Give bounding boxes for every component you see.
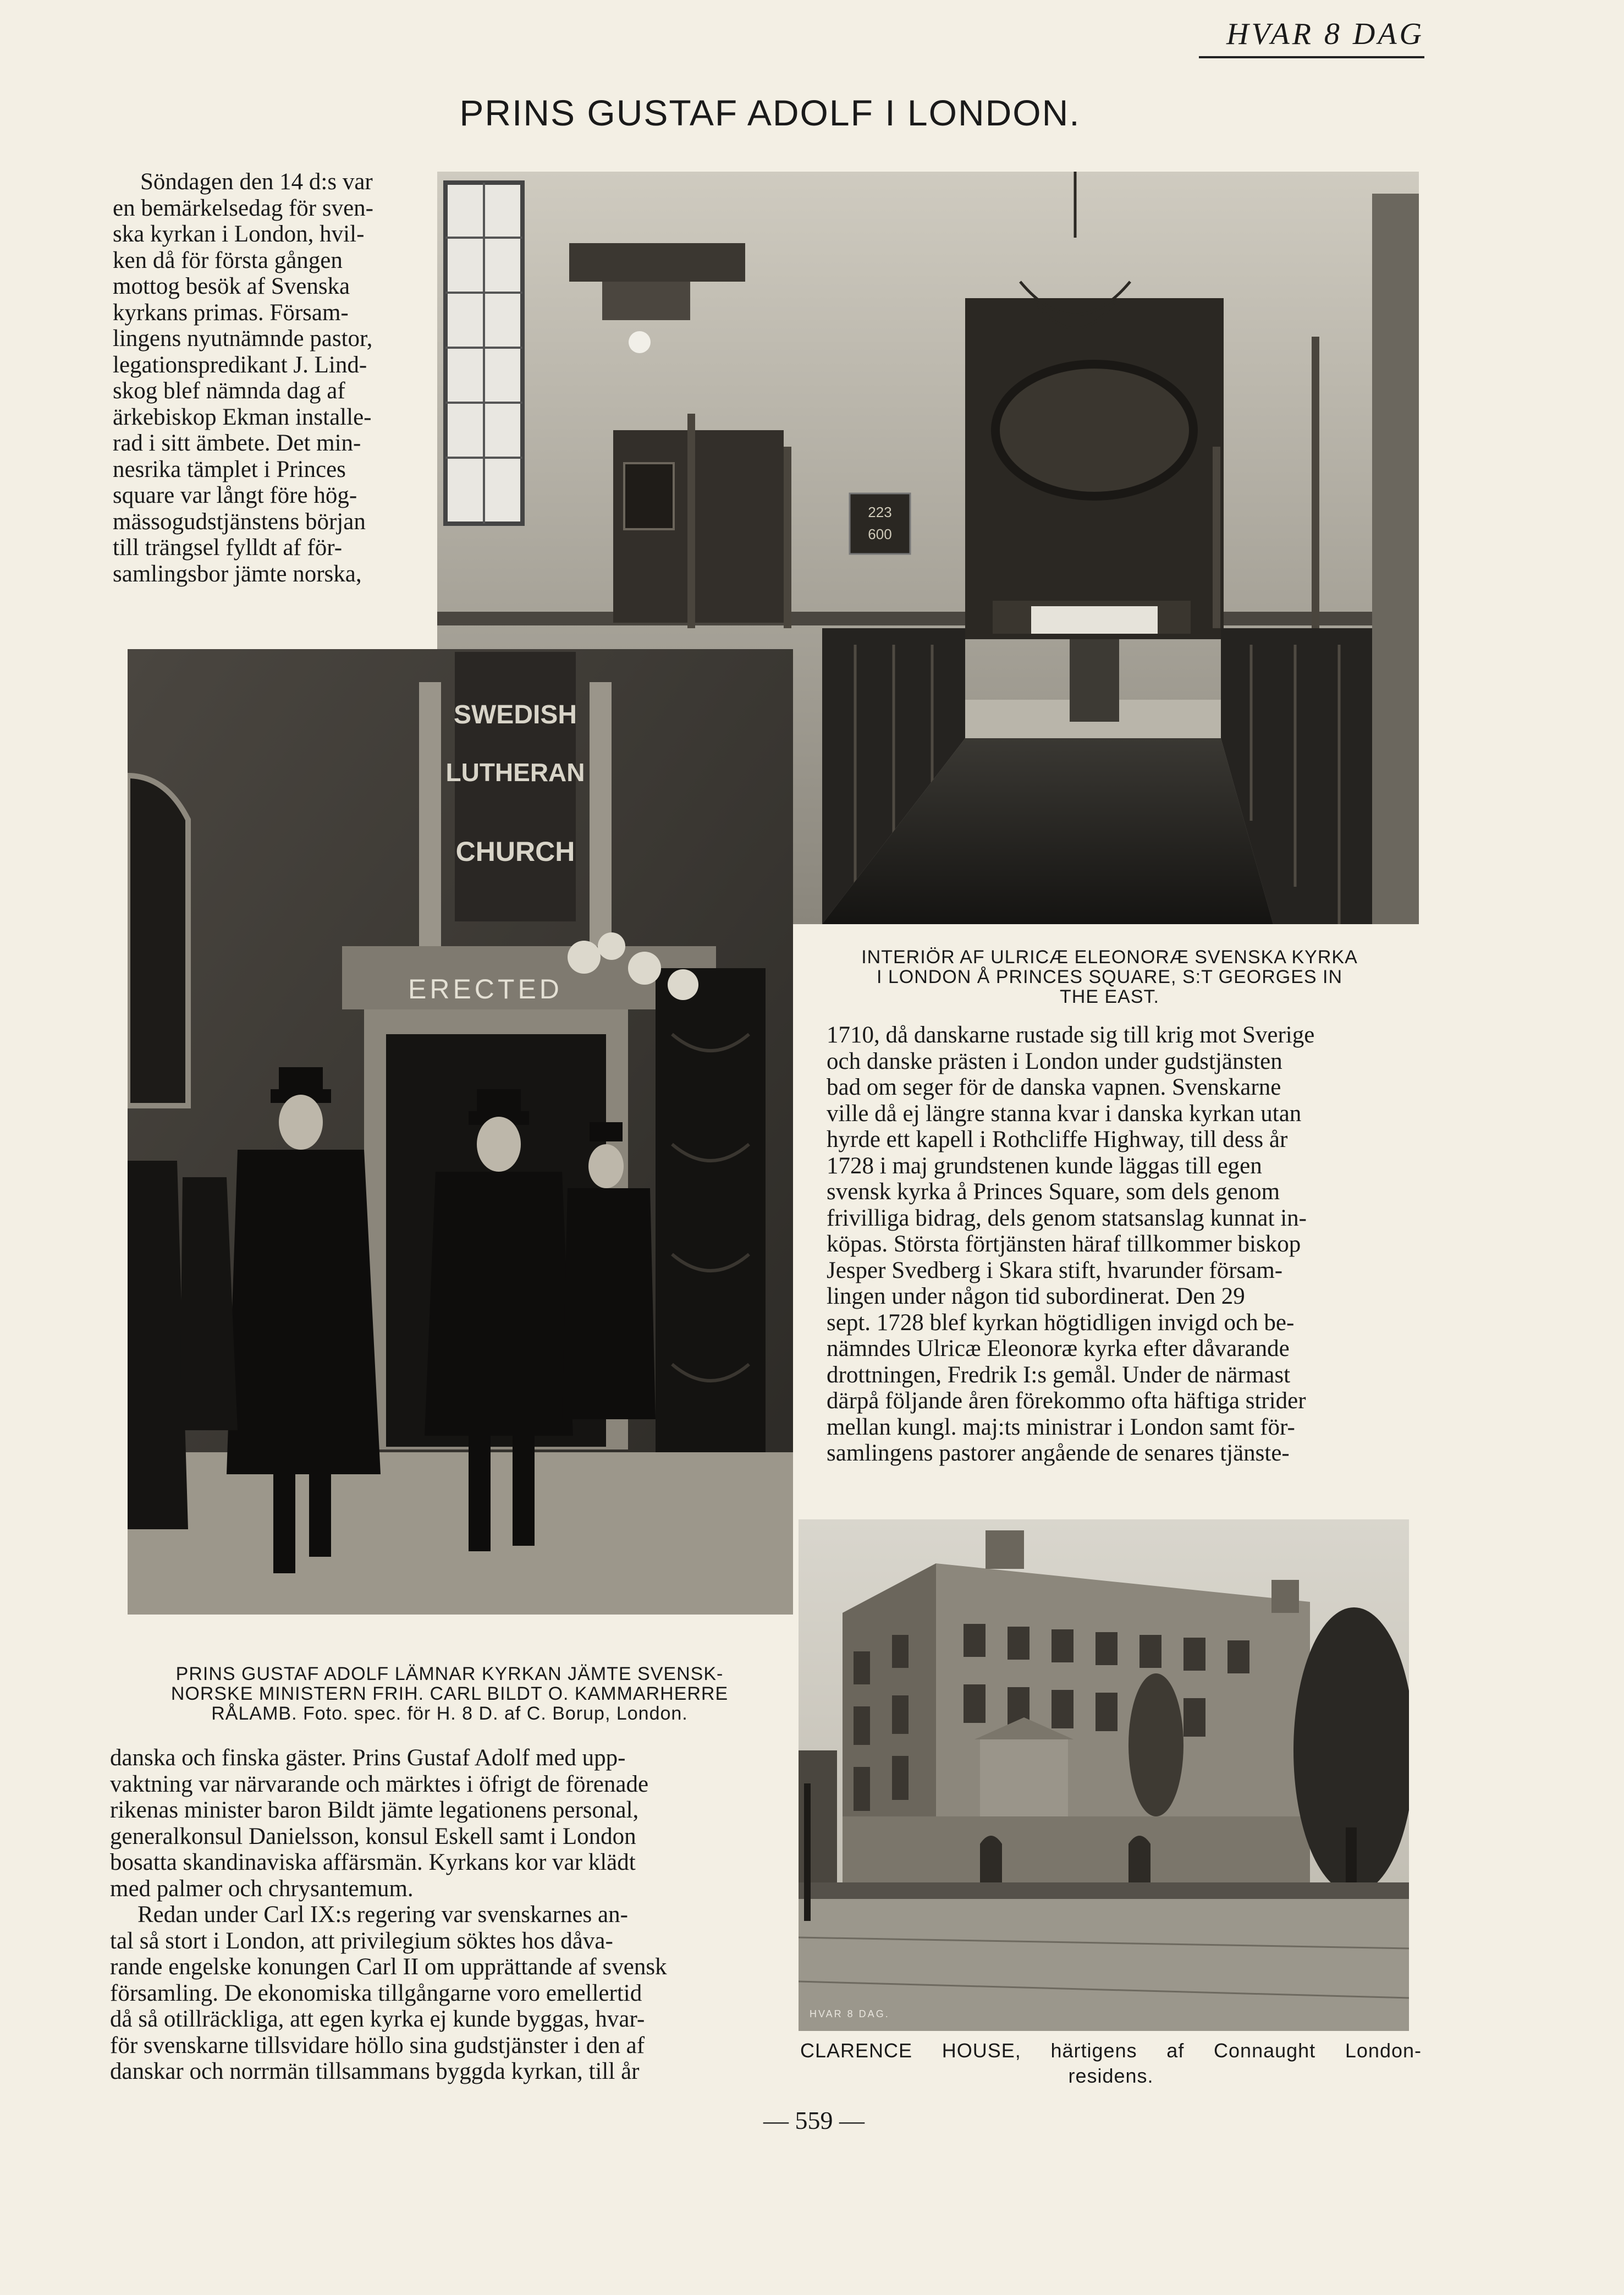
church-exit-caption-line: NORSKE MINISTERN FRIH. CARL BILDT O. KAMMARHERRE: [170, 1683, 729, 1704]
body-line: ville då ej längre stanna kvar i danska kyrkan utan: [827, 1100, 1302, 1127]
body-line: därpå följande åren förekommo ofta häftiga strider: [827, 1388, 1306, 1414]
church-sign-line: LUTHERAN: [445, 758, 585, 787]
intro-line: kyrkans primas. Försam-: [113, 299, 349, 326]
clarence-caption: [800, 2038, 1422, 2089]
intro-line: samlingsbor jämte norska,: [113, 561, 362, 587]
interior-caption-line: INTERIÖR AF ULRICÆ ELEONORÆ SVENSKA KYRKA: [861, 947, 1358, 968]
body-line: svensk kyrka å Princes Square, som dels genom: [827, 1179, 1280, 1205]
interior-caption-line: I LONDON Å PRINCES SQUARE, S:T GEORGES IN: [876, 967, 1343, 987]
clarence-caption-line: residens.: [1068, 2065, 1154, 2087]
body-line: rikenas minister baron Bildt jämte legationens personal,: [110, 1797, 639, 1823]
body-line: sept. 1728 blef kyrkan högtidligen invigd och be-: [827, 1309, 1295, 1336]
lintel-inscription: ERECTED: [408, 974, 563, 1004]
intro-line: mottog besök af Svenska: [113, 273, 350, 299]
body-line: köpas. Största förtjänsten häraf tillkommer biskop: [827, 1231, 1301, 1257]
right-text-column: [827, 1022, 1419, 1467]
intro-line: en bemärkelsedag för sven-: [113, 195, 373, 221]
article-title: PRINS GUSTAF ADOLF I LONDON.: [459, 92, 1081, 133]
intro-line: square var långt före hög-: [113, 482, 357, 508]
body-line: bad om seger för de danska vapnen. Svenskarne: [827, 1074, 1281, 1100]
body-line: Redan under Carl IX:s regering var svenskarnes an-: [137, 1902, 628, 1928]
body-line: och danske prästen i London under gudstjänsten: [827, 1048, 1282, 1074]
church-exit-caption-line: RÅLAMB. Foto. spec. för H. 8 D. af C. Borup, London.: [211, 1703, 688, 1724]
magazine-header: HVAR 8 DAG: [1199, 12, 1424, 58]
body-line: hyrde ett kapell i Rothcliffe Highway, till dess år: [827, 1127, 1288, 1152]
church-exit-caption: [107, 1664, 792, 1723]
body-line: frivilliga bidrag, dels genom statsanslag kunnat in-: [827, 1205, 1307, 1231]
interior-caption-line: THE EAST.: [1060, 986, 1159, 1007]
body-line: bosatta skandinaviska affärsmän. Kyrkans kor var klädt: [110, 1849, 636, 1875]
body-line: församling. De ekonomiska tillgångarne voro emellertid: [110, 1980, 642, 2006]
body-line: med palmer och chrysantemum.: [110, 1875, 414, 1902]
hymn-board-number: 223: [868, 504, 892, 520]
body-line: 1710, då danskarne rustade sig till krig mot Sverige: [827, 1022, 1315, 1048]
body-line: Jesper Svedberg i Skara stift, hvarunder försam-: [827, 1257, 1283, 1283]
intro-line: till trängsel fylldt af för-: [113, 535, 343, 561]
intro-line: skog blef nämnda dag af: [113, 378, 345, 404]
intro-line: legationspredikant J. Lind-: [113, 352, 367, 378]
clarence-caption-line: CLARENCE HOUSE, härtigens af Connaught London-: [800, 2039, 1422, 2062]
body-line: generalkonsul Danielsson, konsul Eskell samt i London: [110, 1823, 636, 1849]
intro-line: nesrika tämplet i Princes: [113, 456, 346, 482]
interior-caption: [797, 947, 1422, 1007]
body-line: rande engelske konungen Carl II om upprättande af svensk: [110, 1954, 667, 1980]
church-sign-line: CHURCH: [455, 836, 575, 867]
intro-line: ärkebiskop Ekman installe-: [113, 404, 372, 430]
body-line: då så otillräckliga, att egen kyrka ej kunde byggas, hvar-: [110, 2006, 645, 2032]
church-sign-line: SWEDISH: [453, 700, 577, 729]
left-text-column: [110, 1745, 777, 2085]
hymn-board-number: 600: [868, 526, 892, 542]
church-exit-illustration: [128, 649, 793, 1615]
intro-line: mässogudstjänstens början: [113, 508, 366, 535]
body-line: lingen under någon tid subordinerat. Den 29: [827, 1283, 1245, 1309]
body-line: tal så stort i London, att privilegium söktes hos dåva-: [110, 1928, 613, 1954]
body-line: vaktning var närvarande och märktes i öfrigt de förenade: [110, 1771, 649, 1797]
church-exit-caption-line: PRINS GUSTAF ADOLF LÄMNAR KYRKAN JÄMTE SVENSK-: [175, 1663, 724, 1684]
body-line: för svenskarne tillsvidare höllo sina gudstjänster i den af: [110, 2032, 645, 2058]
photo-watermark: HVAR 8 DAG.: [810, 2008, 890, 2019]
body-line: nämndes Ulricæ Eleonoræ kyrka efter dåvarande: [827, 1336, 1290, 1361]
body-line: samlingens pastorer angående de senares tjänste-: [827, 1440, 1290, 1466]
intro-line: rad i sitt ämbete. Det min-: [113, 430, 361, 456]
intro-line: ken då för första gången: [113, 247, 343, 273]
page-number: — 559 —: [763, 2106, 865, 2134]
clarence-house-illustration: [799, 1519, 1409, 2031]
body-line: mellan kungl. maj:ts ministrar i London samt för-: [827, 1414, 1295, 1440]
body-line: danskar och norrmän tillsammans byggda kyrkan, till år: [110, 2058, 640, 2084]
intro-line: lingens nyutnämnde pastor,: [113, 326, 373, 352]
intro-line: ska kyrkan i London, hvil-: [113, 221, 365, 247]
body-line: drottningen, Fredrik I:s gemål. Under de närmast: [827, 1361, 1291, 1388]
body-line: 1728 i maj grundstenen kunde läggas till egen: [827, 1152, 1262, 1179]
clarence-house-photo: [799, 1519, 1409, 2031]
intro-line: Söndagen den 14 d:s var: [140, 169, 373, 195]
intro-column: [113, 169, 429, 587]
body-line: danska och finska gäster. Prins Gustaf Adolf med upp-: [110, 1745, 626, 1771]
church-exit-photo: [128, 649, 793, 1615]
